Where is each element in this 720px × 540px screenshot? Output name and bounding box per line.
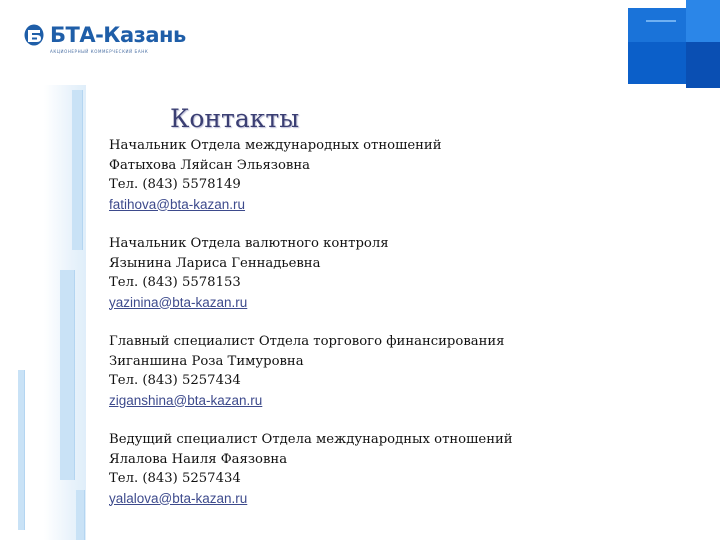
contact-position: Начальник Отдела международных отношений [109, 138, 442, 153]
contact-name: Язынина Лариса Геннадьевна [109, 255, 321, 271]
bank-tagline: АКЦИОНЕРНЫЙ КОММЕРЧЕСКИЙ БАНК [50, 49, 149, 54]
left-decoration-bar [60, 270, 75, 480]
contact-email-link[interactable]: yazinina@bta-kazan.ru [109, 294, 248, 310]
contact-email-link[interactable]: fatihova@bta-kazan.ru [109, 196, 246, 212]
contact-card [109, 136, 689, 214]
contact-card [109, 234, 689, 312]
contact-phone: Тел. (843) 5257434 [109, 373, 241, 388]
contact-name: Ялалова Наиля Фаязовна [109, 451, 288, 467]
contact-position: Начальник Отдела валютного контроля [109, 236, 389, 251]
left-decoration-bar [76, 490, 85, 540]
contact-position: Главный специалист Отдела торгового финансирования [109, 334, 505, 349]
bank-name: БТА-Казань [50, 23, 186, 47]
contact-email-link[interactable]: yalalova@bta-kazan.ru [109, 490, 248, 506]
contacts-list [109, 136, 689, 528]
contact-position: Ведущий специалист Отдела международных отношений [109, 432, 513, 447]
contact-card [109, 332, 689, 410]
contact-phone: Тел. (843) 5578149 [109, 177, 241, 192]
contact-card [109, 430, 689, 508]
contact-email-link[interactable]: ziganshina@bta-kazan.ru [109, 392, 263, 408]
bank-logo-icon [24, 24, 44, 46]
page-title: Контакты [170, 104, 300, 133]
contact-phone: Тел. (843) 5578153 [109, 275, 241, 290]
left-decoration-bar [18, 370, 25, 530]
contact-phone: Тел. (843) 5257434 [109, 471, 241, 486]
header-decoration [620, 0, 720, 88]
contact-name: Зиганшина Роза Тимуровна [109, 353, 304, 369]
left-decoration-bar [72, 90, 83, 250]
contact-name: Фатыхова Ляйсан Эльязовна [109, 157, 310, 173]
